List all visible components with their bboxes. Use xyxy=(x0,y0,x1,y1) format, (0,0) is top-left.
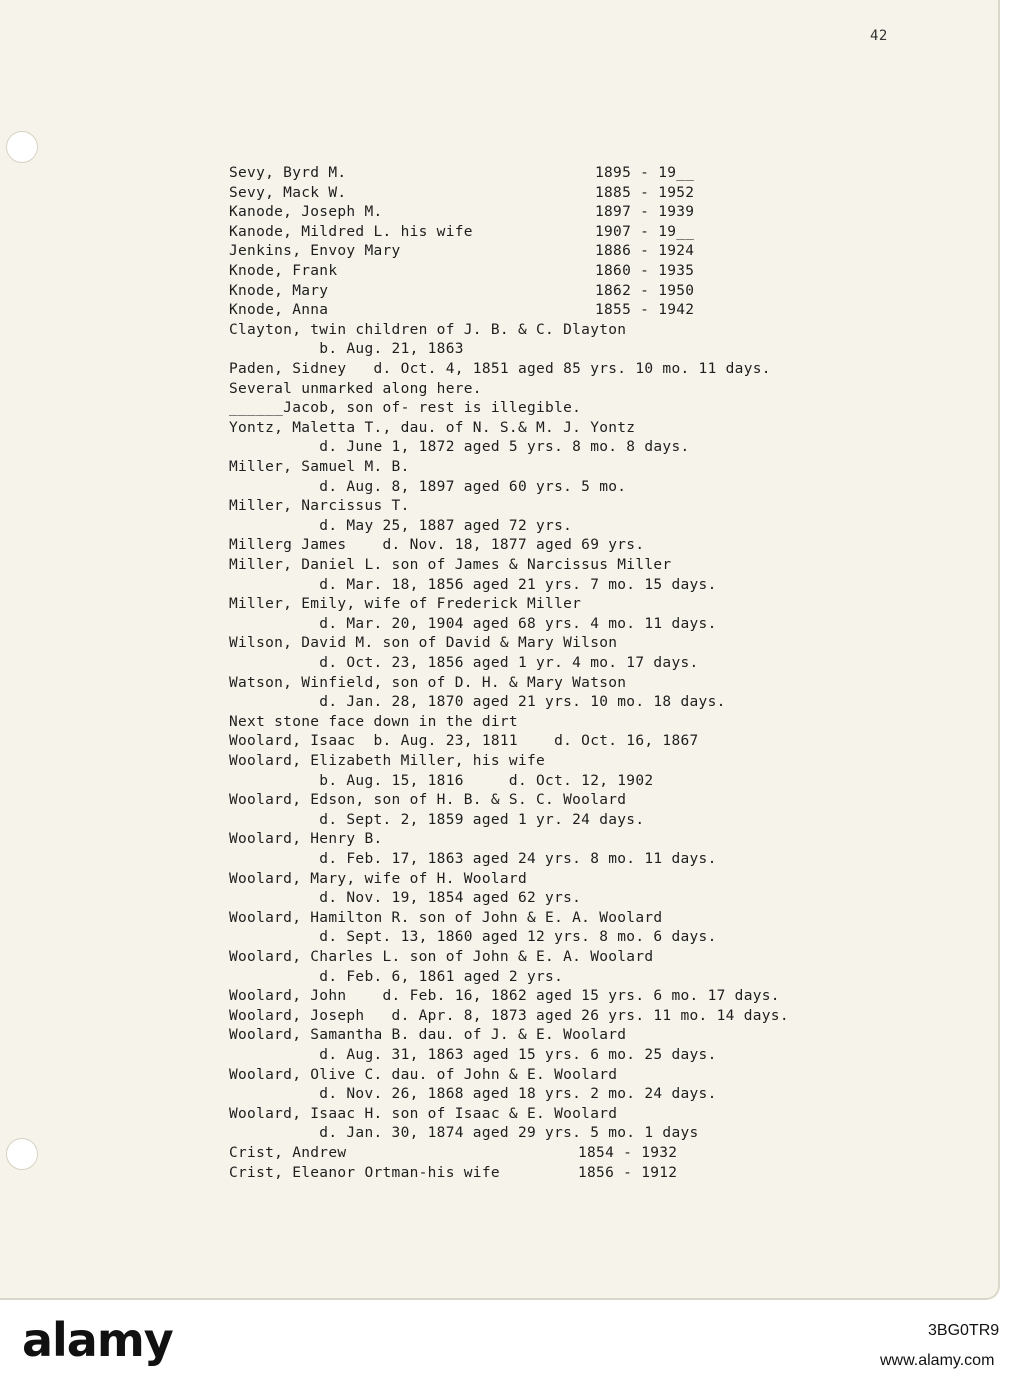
record-line: d. Sept. 13, 1860 aged 12 yrs. 8 mo. 6 days. xyxy=(229,929,717,946)
record-years: 1856 - 1912 xyxy=(578,1164,678,1181)
record-line: Woolard, Isaac H. son of Isaac & E. Woolard xyxy=(229,1105,618,1122)
record-line: b. Aug. 21, 1863 xyxy=(229,341,464,358)
record-line: Sevy, Mack W. xyxy=(229,184,347,201)
record-line: Watson, Winfield, son of D. H. & Mary Watson xyxy=(229,674,627,691)
record-line: d. May 25, 1887 aged 72 yrs. xyxy=(229,517,573,534)
record-line: Jenkins, Envoy Mary xyxy=(229,243,401,260)
record-line: d. Nov. 19, 1854 aged 62 yrs. xyxy=(229,890,582,907)
record-line: Woolard, Elizabeth Miller, his wife xyxy=(229,753,546,769)
record-line: Yontz, Maletta T., dau. of N. S.& M. J. Yontz xyxy=(229,419,636,436)
record-line: d. Mar. 18, 1856 aged 21 yrs. 7 mo. 15 days. xyxy=(229,576,717,593)
watermark-url: www.alamy.com xyxy=(880,1352,995,1369)
record-line: Wilson, David M. son of David & Mary Wilson xyxy=(229,635,618,652)
record-line: d. Sept. 2, 1859 aged 1 yr. 24 days. xyxy=(229,811,645,828)
record-line: ______Jacob, son of- rest is illegible. xyxy=(229,400,582,417)
record-line: d. June 1, 1872 aged 5 yrs. 8 mo. 8 days. xyxy=(229,439,690,456)
record-line: d. Nov. 26, 1868 aged 18 yrs. 2 mo. 24 days. xyxy=(229,1086,717,1103)
record-line: Crist, Andrew xyxy=(229,1145,347,1161)
record-line: Millerg James d. Nov. 18, 1877 aged 69 yrs. xyxy=(229,537,645,554)
record-line: Woolard, Edson, son of H. B. & S. C. Woolard xyxy=(229,792,627,809)
page-number: 42 xyxy=(870,28,888,44)
record-line: Kanode, Mildred L. his wife xyxy=(229,223,473,240)
record-line: d. Mar. 20, 1904 aged 68 yrs. 4 mo. 11 days. xyxy=(229,615,717,632)
record-line: Knode, Anna xyxy=(229,302,329,319)
record-years: 1885 - 1952 xyxy=(595,184,695,201)
record-line: Woolard, Mary, wife of H. Woolard xyxy=(229,870,527,887)
record-years: 1862 - 1950 xyxy=(595,282,695,299)
record-line: Several unmarked along here. xyxy=(229,380,482,397)
record-line: Clayton, twin children of J. B. & C. Dlayton xyxy=(229,321,627,338)
record-line: Woolard, Olive C. dau. of John & E. Woolard xyxy=(229,1066,618,1083)
record-line: Miller, Daniel L. son of James & Narcissus Miller xyxy=(229,557,672,573)
record-line: Woolard, John d. Feb. 16, 1862 aged 15 yrs. 6 mo. 17 days. xyxy=(229,988,780,1005)
record-line: d. Feb. 6, 1861 aged 2 yrs. xyxy=(229,968,564,985)
record-line: d. Aug. 8, 1897 aged 60 yrs. 5 mo. xyxy=(229,478,627,495)
record-years: 1886 - 1924 xyxy=(595,243,695,260)
record-line: Woolard, Joseph d. Apr. 8, 1873 aged 26 yrs. 11 mo. 14 days. xyxy=(229,1007,789,1024)
record-line: Woolard, Charles L. son of John & E. A. Woolard xyxy=(229,949,654,965)
record-line: Paden, Sidney d. Oct. 4, 1851 aged 85 yrs. 10 mo. 11 days. xyxy=(229,361,771,377)
record-line: b. Aug. 15, 1816 d. Oct. 12, 1902 xyxy=(229,772,654,789)
record-line: Woolard, Henry B. xyxy=(229,831,383,848)
record-line: Miller, Emily, wife of Frederick Miller xyxy=(229,596,582,613)
record-line: d. Oct. 23, 1856 aged 1 yr. 4 mo. 17 days. xyxy=(229,655,699,671)
record-years: 1855 - 1942 xyxy=(595,302,695,319)
record-line: Miller, Samuel M. B. xyxy=(229,459,410,475)
record-line: Knode, Frank xyxy=(229,263,338,279)
record-line: Miller, Narcissus T. xyxy=(229,498,410,515)
record-line: Woolard, Isaac b. Aug. 23, 1811 d. Oct. 16, 1867 xyxy=(229,733,699,750)
record-line: Woolard, Samantha B. dau. of J. & E. Woolard xyxy=(229,1027,627,1044)
record-years: 1895 - 19__ xyxy=(595,165,695,181)
watermark-logo: alamy xyxy=(22,1313,173,1367)
record-line: Next stone face down in the dirt xyxy=(229,713,518,730)
record-line: Knode, Mary xyxy=(229,282,329,299)
record-years: 1860 - 1935 xyxy=(595,263,695,279)
record-years: 1897 - 1939 xyxy=(595,204,695,221)
record-years: 1854 - 1932 xyxy=(578,1145,678,1161)
record-line: d. Aug. 31, 1863 aged 15 yrs. 6 mo. 25 days. xyxy=(229,1047,717,1063)
record-line: d. Feb. 17, 1863 aged 24 yrs. 8 mo. 11 days. xyxy=(229,851,717,867)
record-line: d. Jan. 28, 1870 aged 21 yrs. 10 mo. 18 days. xyxy=(229,694,726,711)
record-line: Woolard, Hamilton R. son of John & E. A. Woolard xyxy=(229,909,663,926)
record-line: d. Jan. 30, 1874 aged 29 yrs. 5 mo. 1 days xyxy=(229,1125,699,1142)
record-line: Sevy, Byrd M. xyxy=(229,165,347,181)
record-line: Kanode, Joseph M. xyxy=(229,204,383,221)
record-line: Crist, Eleanor Ortman-his wife xyxy=(229,1164,500,1181)
record-years: 1907 - 19__ xyxy=(595,223,695,240)
watermark-image-code: 3BG0TR9 xyxy=(928,1322,1000,1339)
